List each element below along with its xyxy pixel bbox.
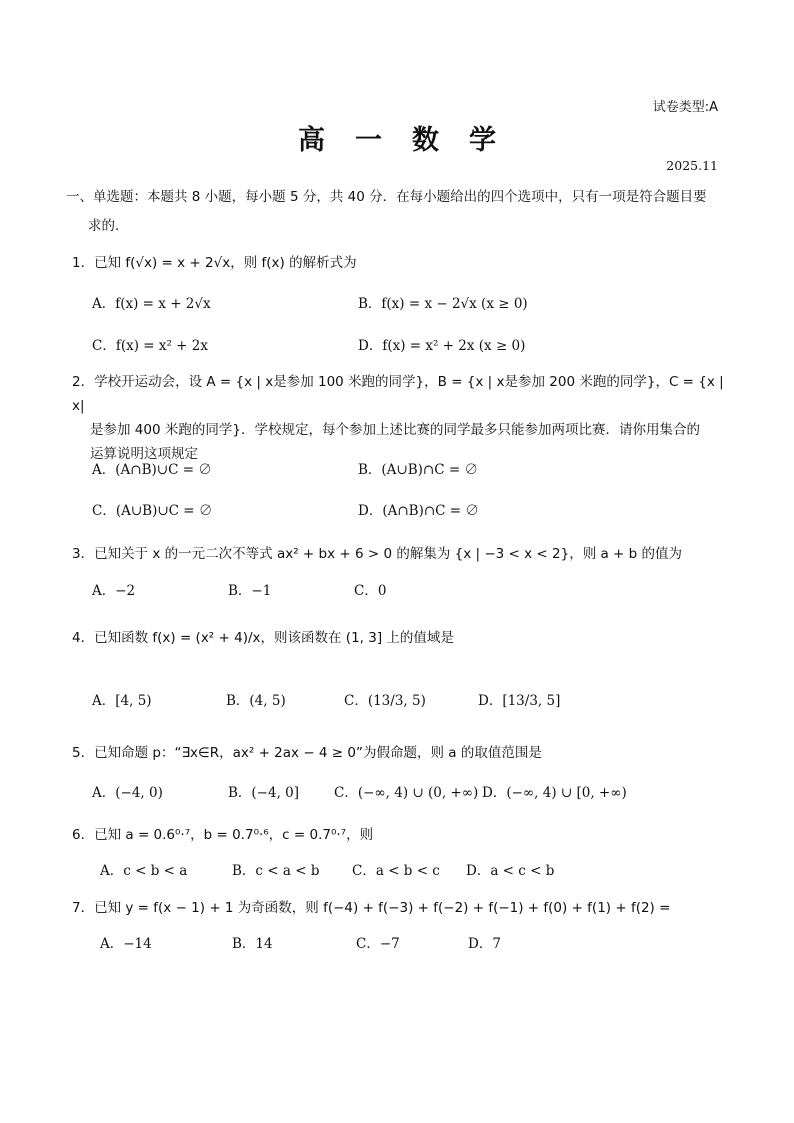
question-4-option-a: A．[4, 5)	[92, 693, 152, 709]
question-1-stem: 1．已知 f(√x) = x + 2√x，则 f(x) 的解析式为	[72, 255, 357, 271]
section-heading	[66, 183, 726, 241]
question-1-option-a: A．f(x) = x + 2√x	[92, 296, 211, 312]
exam-type-label: 试卷类型:A	[652, 100, 718, 115]
question-2-stem-line2: 是参加 400 米跑的同学}．学校规定，每个参加上述比赛的同学最多只能参加两项比赛．请你用集合的	[90, 422, 700, 438]
question-6-stem: 6．已知 a = 0.6⁰·⁷，b = 0.7⁰·⁶，c = 0.7⁰·⁷，则	[72, 827, 374, 843]
exam-date: 2025.11	[666, 158, 718, 173]
question-7-stem: 7．已知 y = f(x − 1) + 1 为奇函数，则 f(−4) + f(−3) + f(−2) + f(−1) + f(0) + f(1) + f(2) =	[72, 900, 671, 916]
question-7-option-d: D．7	[468, 936, 501, 952]
question-5-option-d: D．(−∞, 4) ∪ [0, +∞)	[482, 785, 627, 801]
question-2-stem	[72, 370, 727, 466]
page-title: 高一数学	[298, 125, 526, 156]
section-heading-line1: 一、单选题：本题共 8 小题，每小题 5 分，共 40 分．在每小题给出的四个选项中，只有一项是符合题目要	[66, 189, 707, 205]
section-heading-line2: 求的．	[88, 218, 129, 234]
question-6-option-c: C．a < b < c	[352, 863, 440, 879]
question-7-option-b: B．14	[232, 936, 273, 952]
question-5-option-c: C．(−∞, 4) ∪ (0, +∞)	[334, 785, 479, 801]
question-3-option-a: A．−2	[92, 583, 136, 599]
question-4-stem: 4．已知函数 f(x) = (x² + 4)/x，则该函数在 (1, 3] 上的值域是	[72, 630, 454, 646]
question-4-option-c: C．(13/3, 5)	[344, 693, 426, 709]
question-7-option-a: A．−14	[100, 936, 152, 952]
question-2-option-d: D．(A∩B)∩C = ∅	[358, 503, 479, 519]
question-6-option-b: B．c < a < b	[232, 863, 320, 879]
question-3-option-b: B．−1	[228, 583, 272, 599]
question-2-option-a: A．(A∩B)∪C = ∅	[92, 462, 212, 478]
question-2-option-c: C．(A∪B)∪C = ∅	[92, 503, 213, 519]
question-4-option-d: D．[13/3, 5]	[478, 693, 561, 709]
question-2-stem-line3: 运算说明这项规定	[90, 446, 198, 462]
question-3-stem: 3．已知关于 x 的一元二次不等式 ax² + bx + 6 > 0 的解集为 {x | −3 < x < 2}，则 a + b 的值为	[72, 546, 683, 562]
question-5-stem: 5．已知命题 p：“∃x∈R，ax² + 2ax − 4 ≥ 0”为假命题，则 a 的取值范围是	[72, 745, 542, 761]
question-1-option-c: C．f(x) = x² + 2x	[92, 338, 208, 354]
question-4-option-b: B．(4, 5)	[226, 693, 286, 709]
question-1-option-d: D．f(x) = x² + 2x (x ≥ 0)	[358, 338, 526, 354]
question-2-stem-line1: 2．学校开运动会，设 A = {x | x是参加 100 米跑的同学}，B = {x | x是参加 200 米跑的同学}，C = {x | x|	[72, 374, 724, 414]
question-6-option-a: A．c < b < a	[100, 863, 188, 879]
question-7-option-c: C．−7	[356, 936, 400, 952]
question-1-option-b: B．f(x) = x − 2√x (x ≥ 0)	[358, 296, 528, 312]
question-6-option-d: D．a < c < b	[466, 863, 555, 879]
question-2-option-b: B．(A∪B)∩C = ∅	[358, 462, 478, 478]
question-5-option-b: B．(−4, 0]	[228, 785, 300, 801]
question-3-option-c: C．0	[354, 583, 387, 599]
question-5-option-a: A．(−4, 0)	[92, 785, 163, 801]
